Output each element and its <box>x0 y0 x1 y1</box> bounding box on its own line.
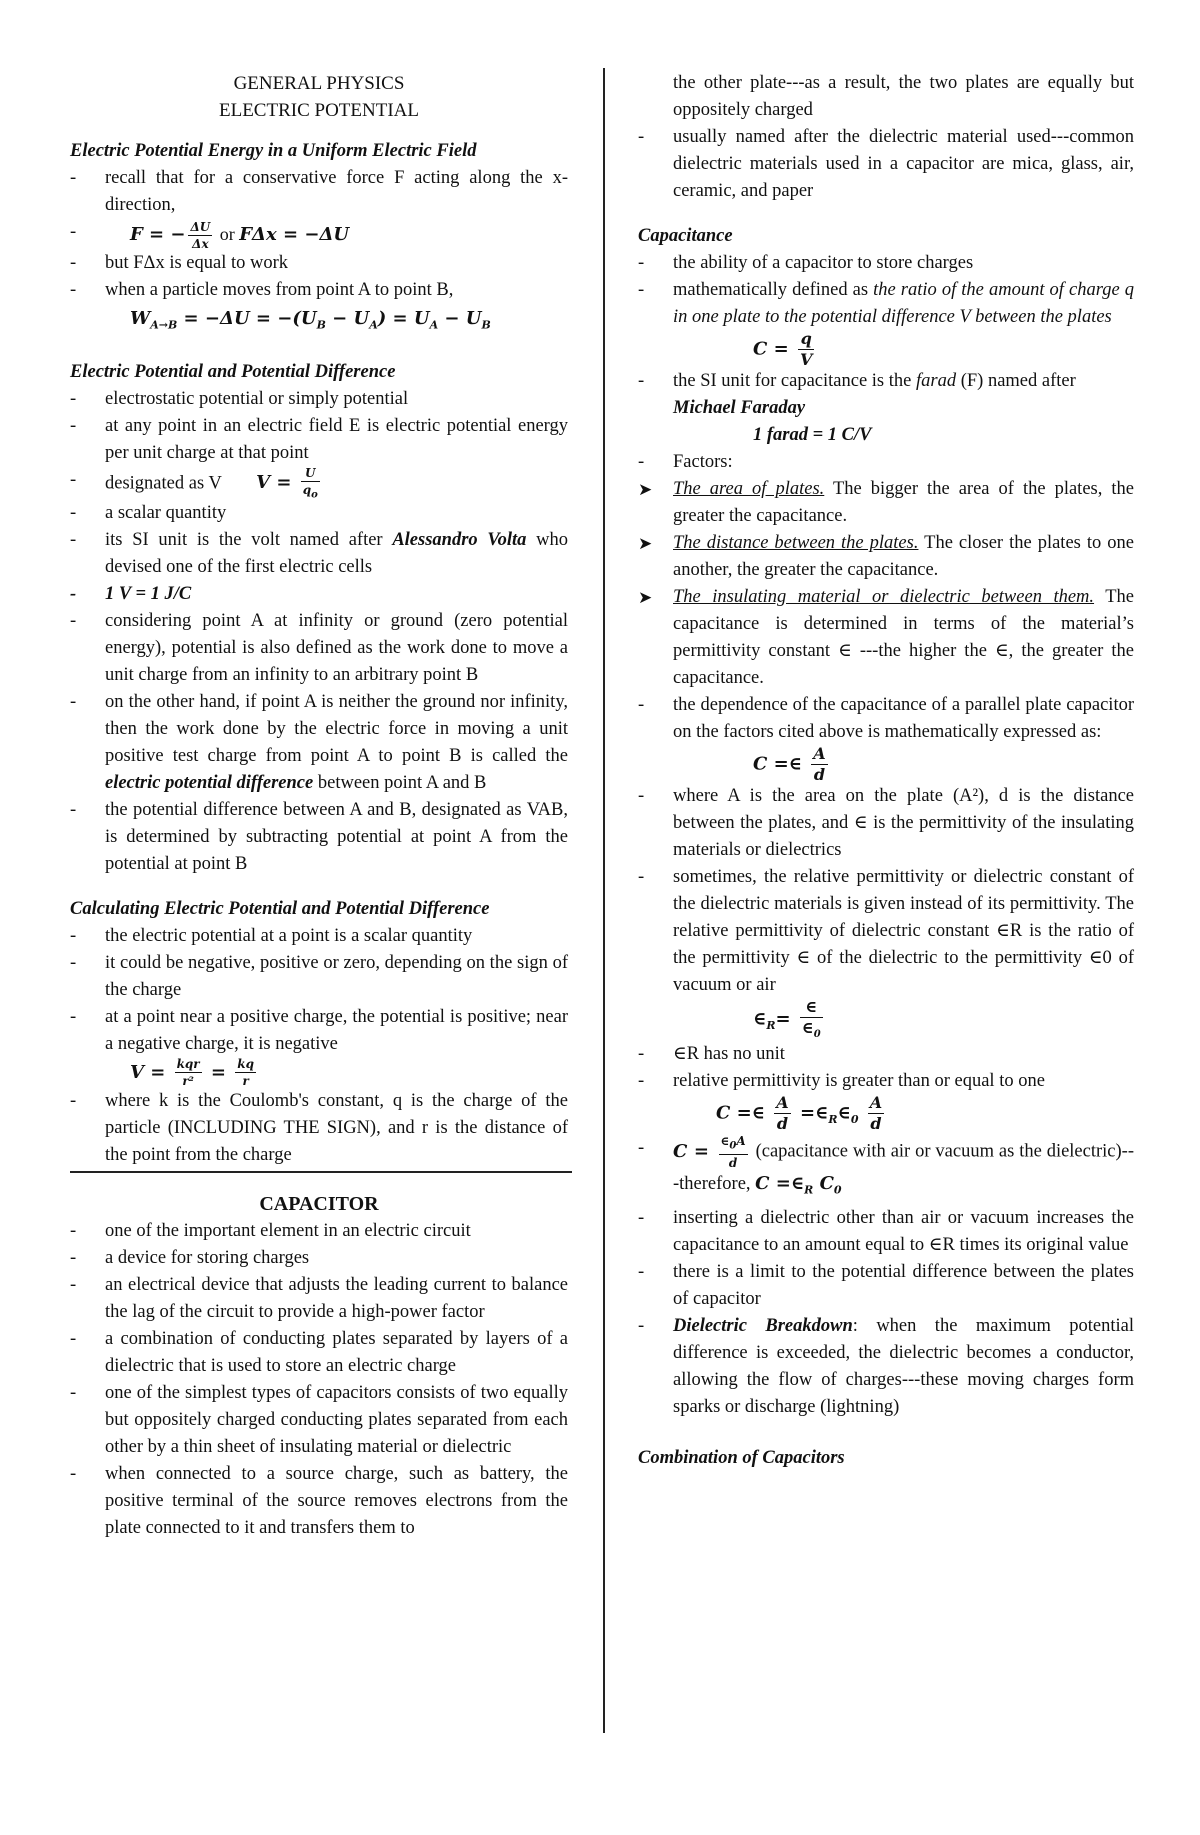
factor-text: The capacitance is determined in terms of the material’s permittivity constant ∈ ---the higher the ∈, the greater the capacitance. <box>673 587 1134 688</box>
list-item: - at a point near a positive charge, the potential is positive; near a negative charge, it is negative <box>70 1004 568 1058</box>
factor-item <box>638 476 1134 530</box>
equation-capacitance-full: C =∈ $\frac{A}{d}$ $=\in_R\in_0$ $\frac{A}{d}$ <box>716 1093 883 1134</box>
unit-definition: 1 farad = 1 C/V <box>753 425 872 445</box>
list-item: - one of the simplest types of capacitors consists of two equally but oppositely charged conducting plates separated from each other by a thin sheet of insulating material or dielectric <box>70 1380 568 1461</box>
equation-relative-permittivity: $\in_R=$ $\frac{\in}{\in_0}$ <box>753 997 821 1041</box>
key-term: Dielectric Breakdown <box>673 1316 853 1337</box>
bullet-list <box>70 923 568 1058</box>
equation-capacitance: C = $\frac{q}{V}$ <box>753 329 813 369</box>
equation-work: $W_{A\to B} = -\Delta U = -(U_B - U_A) = U_A - U_B$ <box>130 308 491 332</box>
list-item: - the dependence of the capacitance of a parallel plate capacitor on the factors cited above is mathematically expressed as: <box>638 692 1134 746</box>
list-item-text: who devised one of the first electric cells <box>105 529 568 577</box>
list-item: - a scalar quantity <box>70 500 568 527</box>
list-item-text: designated as V <box>105 473 222 494</box>
doc-subtitle: ELECTRIC POTENTIAL <box>218 100 419 121</box>
arrow-bullet-icon: ➤ <box>638 480 653 499</box>
factor-title: The insulating material or dielectric between them. <box>673 587 1095 607</box>
list-item: - the potential difference between A and B, designated as VAB, is determined by subtracting potential at point A from the potential at point B <box>70 797 568 878</box>
list-item: - sometimes, the relative permittivity or dielectric constant of the dielectric materials is given instead of its permittivity. The relative permittivity of dielectric constant ∈R is the ratio of the permittivity ∈ of the dielectric to the permittivity ∈0 of vacuum or air <box>638 864 1134 999</box>
bullet-list <box>638 783 1134 999</box>
list-item: - a combination of conducting plates separated by layers of a dielectric that is used to store an electric charge <box>70 1326 568 1380</box>
arrow-bullet-icon: ➤ <box>638 588 653 607</box>
list-item-text: the SI unit for capacitance is the <box>673 371 916 391</box>
section-heading: Electric Potential Energy in a Uniform Electric Field <box>70 141 477 161</box>
list-item: - but FΔx is equal to work <box>70 250 568 277</box>
column-divider <box>603 68 605 1733</box>
list-item: - there is a limit to the potential difference between the plates of capacitor <box>638 1259 1134 1313</box>
list-item <box>70 527 568 581</box>
list-item-text: (F) named after <box>956 371 1076 391</box>
list-item: - the ability of a capacitor to store charges <box>638 250 1134 277</box>
left-column <box>70 70 568 1542</box>
list-item: - ∈R has no unit <box>638 1041 1134 1068</box>
bullet-list <box>70 250 568 304</box>
list-item <box>638 368 1134 449</box>
bullet-list <box>638 124 1134 205</box>
list-item <box>638 1135 1134 1205</box>
list-item: - where A is the area on the plate (A²), d is the distance between the plates, and ∈ is the permittivity of the insulating materials or dielectrics <box>638 783 1134 864</box>
equation-vacuum: C = $\frac{\in_0A}{d}$ <box>673 1134 746 1170</box>
list-item: - inserting a dielectric other than air or vacuum increases the capacitance to an amount equal to ∈R times its original value <box>638 1205 1134 1259</box>
section-heading: Capacitance <box>638 226 733 246</box>
list-item <box>638 1313 1134 1421</box>
list-item: - at any point in an electric field E is electric potential energy per unit charge at that point <box>70 413 568 467</box>
bullet-list <box>638 250 1134 331</box>
definition: the ratio of the amount of charge q in one plate to the potential difference V between the plates <box>673 280 1134 327</box>
list-item: - where k is the Coulomb's constant, q is the charge of the particle (INCLUDING THE SIGN), and r is the distance of the point from the charge <box>70 1088 568 1169</box>
equation-dielectric: $C =\in_R$ $C_0$ <box>755 1172 842 1197</box>
list-item-text: (capacitance with air or vacuum as the dielectric)---therefore, <box>673 1141 1134 1194</box>
list-item: - usually named after the dielectric material used---common dielectric materials used in a capacitor are mica, glass, air, ceramic, and paper <box>638 124 1134 205</box>
bullet-list <box>70 386 568 878</box>
section-heading: Calculating Electric Potential and Potential Difference <box>70 898 490 919</box>
list-item: - when connected to a source charge, such as battery, the positive terminal of the source removes electrons from the plate connected to it and transfers them to <box>70 1461 568 1542</box>
equation-point-charge: V = $\frac{\text{kqr}}{\text{r²}}$ = $\frac{kq}{r}$ <box>130 1057 254 1089</box>
list-item <box>70 689 568 797</box>
bullet-list <box>70 165 568 219</box>
list-item: - an electrical device that adjusts the leading current to balance the lag of the circuit to provide a high-power factor <box>70 1272 568 1326</box>
list-item-text: its SI unit is the volt named after <box>105 529 393 550</box>
bullet-list <box>70 1088 568 1169</box>
factor-item <box>638 530 1134 584</box>
list-item: - when a particle moves from point A to point B, <box>70 277 568 304</box>
list-item-text: on the other hand, if point A is neither the ground nor infinity, then the work done by the electric force in moving a unit positive test charge from point A to point B is called the <box>105 691 568 766</box>
scientist-name: Michael Faraday <box>673 398 806 418</box>
list-item-text: : when the maximum potential difference is exceeded, the dielectric becomes a conductor, allowing the flow of charges---these moving charges form sparks or discharge (lightning) <box>673 1316 1134 1418</box>
factor-title: The distance between the plates. <box>673 533 919 553</box>
factor-title: The area of plates. <box>673 479 825 499</box>
scientist-name: Alessandro Volta <box>392 529 527 550</box>
equation-parallel-plate: C =∈ $\frac{A}{d}$ <box>753 744 826 784</box>
continued-text: the other plate---as a result, the two plates are equally but oppositely charged <box>673 73 1134 120</box>
list-item: - a device for storing charges <box>70 1245 568 1272</box>
list-item: - 1 V = 1 J/C <box>70 581 568 608</box>
section-heading: CAPACITOR <box>259 1192 379 1215</box>
factor-item <box>638 584 1134 692</box>
section-rule <box>70 1171 572 1173</box>
list-item: - Factors: <box>638 449 1134 476</box>
list-item: - it could be negative, positive or zero, depending on the sign of the charge <box>70 950 568 1004</box>
list-item-text: between point A and B <box>313 772 487 793</box>
bullet-list <box>638 1135 1134 1421</box>
equation-potential: V = $\frac{U}{q_o}$ <box>256 465 318 500</box>
bullet-list <box>70 1218 568 1542</box>
section-heading: Combination of Capacitors <box>638 1448 845 1469</box>
arrow-bullet-icon: ➤ <box>638 534 653 553</box>
bullet-list <box>638 368 1134 476</box>
bullet-list <box>638 1041 1134 1095</box>
doc-title: GENERAL PHYSICS <box>233 73 405 94</box>
right-column <box>638 70 1134 1472</box>
list-item: - considering point A at infinity or ground (zero potential energy), potential is also defined as the work done to move a unit charge from an infinity to an arbitrary point B <box>70 608 568 689</box>
bullet-list <box>638 692 1134 746</box>
list-item: - the electric potential at a point is a scalar quantity <box>70 923 568 950</box>
factor-text: The bigger the area of the plates, the greater the capacitance. <box>673 479 1134 526</box>
unit-name: farad <box>915 371 957 391</box>
list-item: - one of the important element in an electric circuit <box>70 1218 568 1245</box>
factor-list <box>638 476 1134 692</box>
factor-text: The closer the plates to one another, the greater the capacitance. <box>673 533 1134 580</box>
list-item <box>638 277 1134 331</box>
list-item: - relative permittivity is greater than or equal to one <box>638 1068 1134 1095</box>
section-heading: Electric Potential and Potential Difference <box>70 361 396 382</box>
key-term: electric potential difference <box>105 772 314 793</box>
list-item-text: mathematically defined as <box>673 280 874 300</box>
list-item <box>70 467 568 500</box>
list-item: - electrostatic potential or simply potential <box>70 386 568 413</box>
list-item: - recall that for a conservative force F acting along the x-direction, <box>70 165 568 219</box>
equation-force-render: F = − $\frac{\Delta U}{\Delta x}$ or FΔx = −ΔU <box>130 219 350 251</box>
